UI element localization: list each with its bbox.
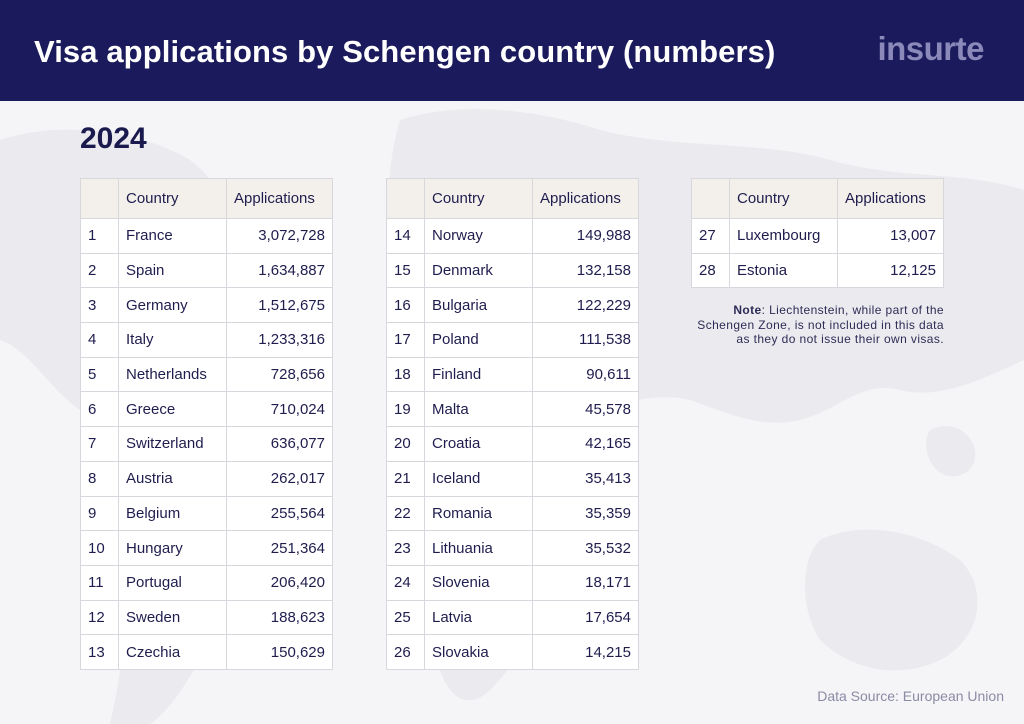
country-cell: Finland [425,357,533,392]
country-cell: Netherlands [119,357,227,392]
applications-column-header: Applications [533,179,639,219]
country-cell: Romania [425,496,533,531]
applications-cell: 262,017 [227,461,333,496]
applications-cell: 17,654 [533,600,639,635]
rank-cell: 10 [81,531,119,566]
rank-column-header [81,179,119,219]
rank-cell: 27 [692,219,730,254]
country-cell: Lithuania [425,531,533,566]
rank-cell: 2 [81,253,119,288]
table-row [387,496,639,531]
table-row [387,461,639,496]
rank-cell: 24 [387,565,425,600]
applications-column-header: Applications [838,179,944,219]
applications-cell: 122,229 [533,288,639,323]
country-cell: Belgium [119,496,227,531]
applications-cell: 1,512,675 [227,288,333,323]
applications-cell: 35,532 [533,531,639,566]
table-row [81,531,333,566]
country-cell: Germany [119,288,227,323]
country-cell: Malta [425,392,533,427]
table-row [692,253,944,288]
rank-cell: 15 [387,253,425,288]
applications-cell: 1,233,316 [227,323,333,358]
rank-cell: 9 [81,496,119,531]
table-row [81,357,333,392]
header-banner [0,0,1024,101]
applications-table-1 [80,178,333,670]
country-cell: Switzerland [119,427,227,462]
applications-cell: 132,158 [533,253,639,288]
liechtenstein-note [691,303,944,347]
rank-cell: 12 [81,600,119,635]
table-row [387,600,639,635]
rank-cell: 11 [81,565,119,600]
country-cell: Portugal [119,565,227,600]
table-row [692,219,944,254]
table-row [81,565,333,600]
applications-cell: 728,656 [227,357,333,392]
note-text: : Liechtenstein, while part of the Schengen Zone, is not included in this data as they do not issue their own visas. [697,303,944,346]
applications-cell: 13,007 [838,219,944,254]
applications-cell: 636,077 [227,427,333,462]
country-column-header: Country [730,179,838,219]
country-cell: Latvia [425,600,533,635]
country-cell: Norway [425,219,533,254]
country-cell: Bulgaria [425,288,533,323]
applications-cell: 35,359 [533,496,639,531]
rank-cell: 16 [387,288,425,323]
applications-cell: 149,988 [533,219,639,254]
rank-cell: 19 [387,392,425,427]
rank-cell: 8 [81,461,119,496]
applications-table-2 [386,178,639,670]
applications-cell: 150,629 [227,635,333,670]
country-cell: Poland [425,323,533,358]
data-source: Data Source: European Union [817,688,1004,704]
rank-column-header [692,179,730,219]
table-row [81,461,333,496]
country-cell: Czechia [119,635,227,670]
table-row [387,565,639,600]
page-title: Visa applications by Schengen country (numbers) [34,34,776,69]
country-cell: Hungary [119,531,227,566]
rank-cell: 21 [387,461,425,496]
table-row [81,600,333,635]
rank-cell: 7 [81,427,119,462]
country-cell: Sweden [119,600,227,635]
country-cell: Estonia [730,253,838,288]
table-row [387,288,639,323]
table-row [387,357,639,392]
table-row [81,427,333,462]
table-row [387,323,639,358]
applications-cell: 206,420 [227,565,333,600]
insurte-logo: insurte [877,30,984,67]
country-cell: Spain [119,253,227,288]
country-column-header: Country [425,179,533,219]
rank-cell: 25 [387,600,425,635]
rank-cell: 17 [387,323,425,358]
country-cell: Iceland [425,461,533,496]
table-row [387,531,639,566]
rank-cell: 5 [81,357,119,392]
applications-cell: 18,171 [533,565,639,600]
country-cell: Italy [119,323,227,358]
country-cell: Croatia [425,427,533,462]
applications-cell: 1,634,887 [227,253,333,288]
rank-cell: 4 [81,323,119,358]
rank-cell: 26 [387,635,425,670]
rank-cell: 22 [387,496,425,531]
country-cell: Greece [119,392,227,427]
applications-cell: 42,165 [533,427,639,462]
table-row [387,392,639,427]
rank-cell: 14 [387,219,425,254]
rank-cell: 1 [81,219,119,254]
applications-cell: 12,125 [838,253,944,288]
country-column-header: Country [119,179,227,219]
applications-cell: 45,578 [533,392,639,427]
applications-cell: 111,538 [533,323,639,358]
table-row [81,392,333,427]
rank-cell: 23 [387,531,425,566]
rank-cell: 20 [387,427,425,462]
country-cell: Slovenia [425,565,533,600]
table-row [387,635,639,670]
year-heading: 2024 [80,122,147,155]
rank-cell: 18 [387,357,425,392]
applications-cell: 255,564 [227,496,333,531]
rank-cell: 6 [81,392,119,427]
rank-column-header [387,179,425,219]
applications-cell: 188,623 [227,600,333,635]
table-row [387,253,639,288]
table-row [81,288,333,323]
applications-cell: 35,413 [533,461,639,496]
applications-column-header: Applications [227,179,333,219]
table-header-row [692,179,944,219]
table-row [81,219,333,254]
table-header-row [387,179,639,219]
table-row [387,219,639,254]
applications-cell: 3,072,728 [227,219,333,254]
table-header-row [81,179,333,219]
country-cell: Luxembourg [730,219,838,254]
applications-table-3 [691,178,944,288]
applications-cell: 710,024 [227,392,333,427]
table-row [81,253,333,288]
rank-cell: 13 [81,635,119,670]
applications-cell: 90,611 [533,357,639,392]
applications-cell: 251,364 [227,531,333,566]
table-row [81,496,333,531]
country-cell: Slovakia [425,635,533,670]
rank-cell: 28 [692,253,730,288]
table-row [387,427,639,462]
country-cell: France [119,219,227,254]
applications-cell: 14,215 [533,635,639,670]
country-cell: Denmark [425,253,533,288]
table-row [81,635,333,670]
country-cell: Austria [119,461,227,496]
rank-cell: 3 [81,288,119,323]
table-row [81,323,333,358]
note-label: Note [733,303,762,317]
